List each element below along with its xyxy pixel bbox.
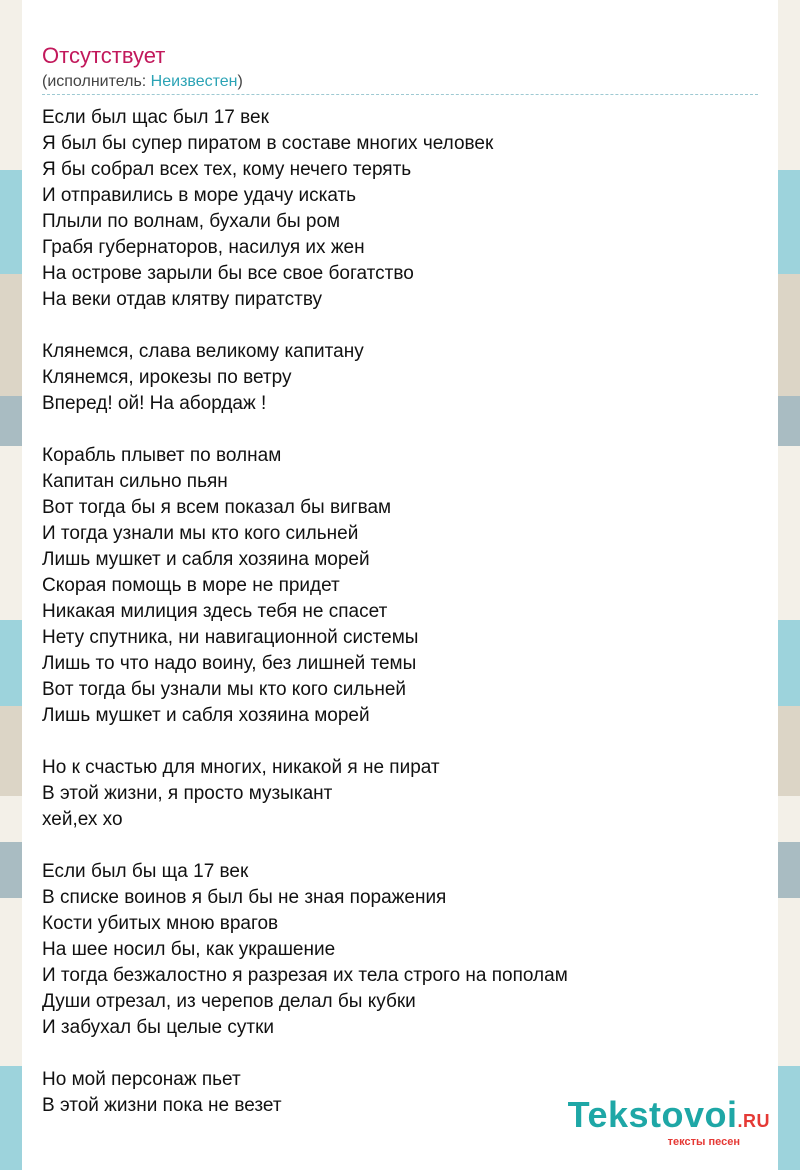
lyric-line: Лишь мушкет и сабля хозяина морей	[42, 705, 370, 726]
lyric-line: Кости убитых мною врагов	[42, 913, 279, 934]
site-logo[interactable]	[568, 1096, 770, 1148]
lyric-line: Я бы собрал всех тех, кому нечего терять	[42, 159, 412, 180]
lyric-line: В этой жизни, я просто музыкант	[42, 783, 333, 804]
logo-name: Tekstovoi	[567, 1094, 738, 1135]
lyric-line: И забухал бы целые сутки	[42, 1017, 275, 1038]
lyric-line: На острове зарыли бы все свое богатство	[42, 263, 414, 284]
lyrics-text	[42, 105, 762, 1119]
lyric-line: На веки отдав клятву пиратству	[42, 289, 323, 310]
lyric-line: Капитан сильно пьян	[42, 471, 228, 492]
lyric-line: Грабя губернаторов, насилуя их жен	[42, 237, 365, 258]
lyric-line: Вперед! ой! На абордаж !	[42, 393, 267, 414]
lyric-line: Но к счастью для многих, никакой я не пират	[42, 757, 440, 778]
lyric-line: Если был бы ща 17 век	[42, 861, 249, 882]
lyric-line: Нету спутника, ни навигационной системы	[42, 627, 419, 648]
stanza-break	[42, 417, 762, 443]
artist-link[interactable]: Неизвестен	[150, 73, 238, 90]
stanza-break	[42, 313, 762, 339]
lyric-line: Лишь мушкет и сабля хозяина морей	[42, 549, 370, 570]
lyric-line: Вот тогда бы я всем показал бы вигвам	[42, 497, 392, 518]
artist-line	[42, 72, 243, 92]
lyric-line: И тогда узнали мы кто кого сильней	[42, 523, 359, 544]
logo-tagline: тексты песен	[667, 1136, 740, 1148]
lyric-line: Я был бы супер пиратом в составе многих человек	[42, 133, 494, 154]
lyric-line: Лишь то что надо воину, без лишней темы	[42, 653, 417, 674]
logo-tld: .RU	[737, 1111, 770, 1131]
lyric-line: хей,ех хо	[42, 809, 123, 830]
song-title: Отсутствует	[42, 43, 166, 68]
lyric-line: Души отрезал, из черепов делал бы кубки	[42, 991, 416, 1012]
dashed-divider	[42, 94, 758, 95]
artist-prefix: (исполнитель:	[42, 73, 151, 90]
lyric-line: И тогда безжалостно я разрезая их тела строго на пополам	[42, 965, 568, 986]
lyric-line: В списке воинов я был бы не зная поражения	[42, 887, 447, 908]
logo-wordmark	[568, 1096, 770, 1140]
stanza-break	[42, 833, 762, 859]
lyric-line: В этой жизни пока не везет	[42, 1095, 282, 1116]
lyric-line: Если был щас был 17 век	[42, 107, 269, 128]
lyric-line: И отправились в море удачу искать	[42, 185, 357, 206]
lyric-line: Но мой персонаж пьет	[42, 1069, 241, 1090]
lyric-line: Плыли по волнам, бухали бы ром	[42, 211, 341, 232]
lyric-line: Корабль плывет по волнам	[42, 445, 282, 466]
stanza-break	[42, 1041, 762, 1067]
lyric-line: Никакая милиция здесь тебя не спасет	[42, 601, 388, 622]
lyric-line: На шее носил бы, как украшение	[42, 939, 336, 960]
lyric-line: Скорая помощь в море не придет	[42, 575, 340, 596]
lyric-line: Клянемся, слава великому капитану	[42, 341, 364, 362]
artist-suffix: )	[237, 73, 243, 90]
lyric-line: Клянемся, ирокезы по ветру	[42, 367, 292, 388]
lyrics-card	[22, 0, 778, 1170]
stanza-break	[42, 729, 762, 755]
lyric-line: Вот тогда бы узнали мы кто кого сильней	[42, 679, 407, 700]
